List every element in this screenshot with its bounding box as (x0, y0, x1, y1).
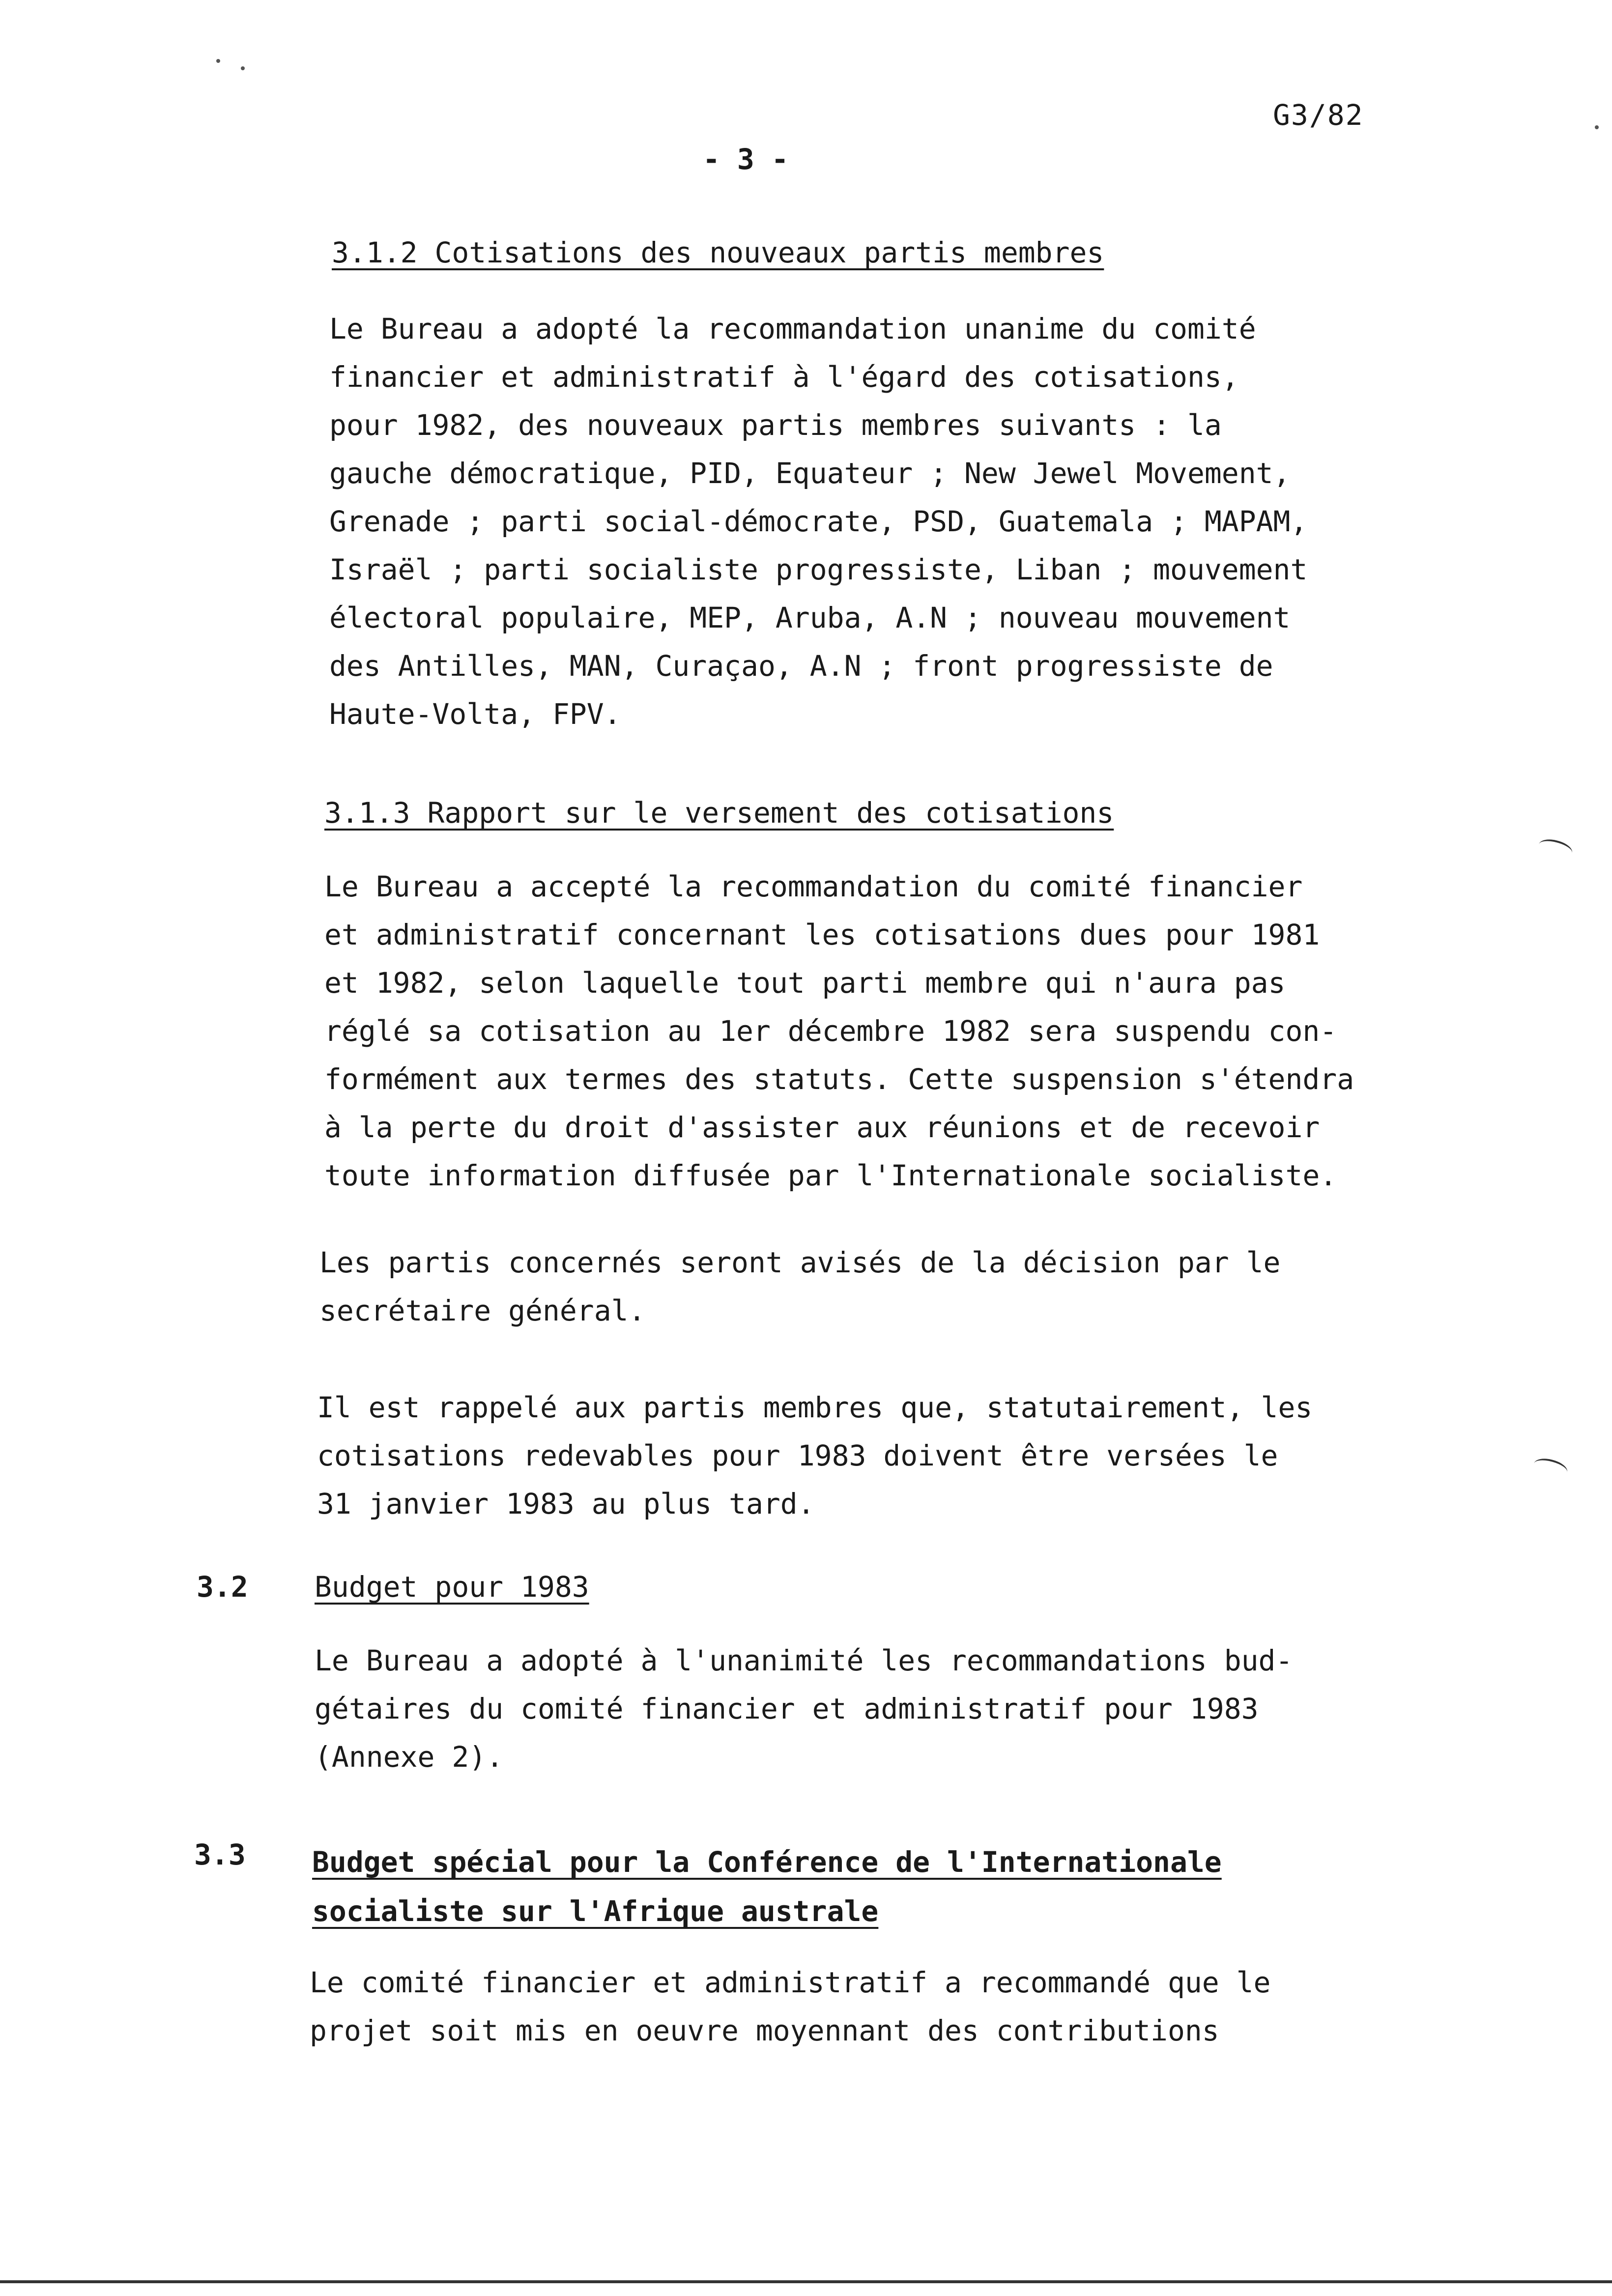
scan-speck (216, 59, 220, 63)
section-3-3-body: Le comité financier et administratif a recommandé que le projet soit mis en oeuvre moyennant des contributions (310, 1966, 1271, 2047)
section-3-1-3-heading: 3.1.3 Rapport sur le versement des cotisations (324, 796, 1114, 830)
section-3-2-number: 3.2 (197, 1570, 248, 1604)
document-reference: G3/82 (1273, 98, 1364, 132)
section-3-1-3-body-1: Le Bureau a accepté la recommandation du comité financier et administratif concernant les cotisations dues pour 1981 et 1982, selon laquelle tout parti membre qui n'aura pas réglé sa cotisation au 1er décembre 1982 sera suspendu con- formément aux termes des statuts. Cette suspension s'étendra à la perte du droit d'assister aux réunions et de recevoir toute information diffusée par l'Internationale socialiste. (324, 870, 1354, 1192)
section-3-1-3-body-3: Il est rappelé aux partis membres que, statutairement, les cotisations redevables pour 1983 doivent être versées le 31 janvier 1983 au plus tard. (317, 1391, 1313, 1521)
section-3-1-2-heading: 3.1.2 Cotisations des nouveaux partis membres (332, 236, 1104, 269)
section-3-3-number: 3.3 (194, 1838, 246, 1871)
section-3-1-3-body-2: Les partis concernés seront avisés de la décision par le secrétaire général. (319, 1246, 1281, 1327)
section-3-2-heading: Budget pour 1983 (315, 1570, 589, 1604)
scan-bottom-edge (0, 2280, 1612, 2283)
section-3-2-body: Le Bureau a adopté à l'unanimité les recommandations bud- gétaires du comité financier et administratif pour 1983 (Annexe 2). (315, 1644, 1293, 1774)
margin-mark (1537, 836, 1574, 861)
scan-speck (1595, 125, 1599, 129)
section-3-1-2-body: Le Bureau a adopté la recommandation unanime du comité financier et administratif à l'égard des cotisations, pour 1982, des nouveaux partis membres suivants : la gauche démocratique, PID, Equateur ; New Jewel Movement, Grenade ; parti social-démocrate, PSD, Guatemala ; MAPAM, Israël ; parti socialiste progressiste, Liban ; mouvement électoral populaire, MEP, Aruba, A.N ; nouveau mouvement des Antilles, MAN, Curaçao, A.N ; front progressiste de Haute-Volta, FPV. (329, 312, 1308, 731)
scan-speck (241, 66, 245, 70)
page-number: - 3 - (703, 143, 789, 176)
margin-mark (1532, 1456, 1569, 1481)
section-3-3-heading-line-2: socialiste sur l'Afrique australe (312, 1894, 879, 1928)
section-3-3-heading-line-1: Budget spécial pour la Conférence de l'Internationale (312, 1845, 1222, 1879)
